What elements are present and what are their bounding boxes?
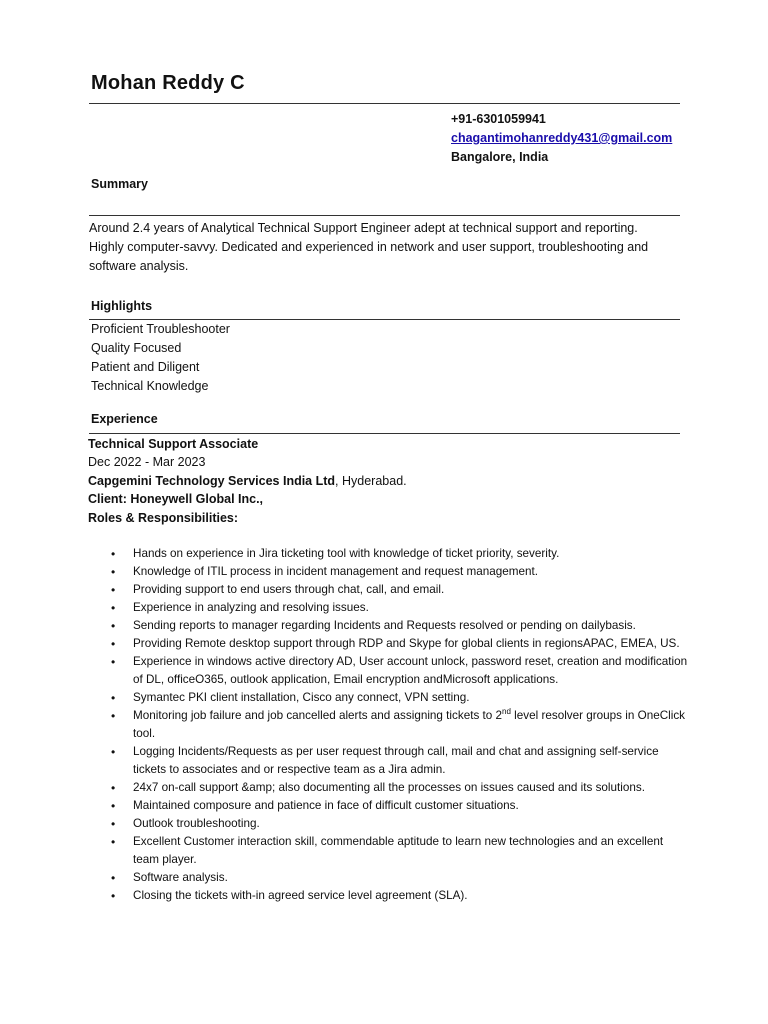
responsibility-text: Software analysis.	[133, 871, 228, 884]
experience-heading: Experience	[91, 412, 158, 426]
bullet-icon: •	[111, 835, 116, 849]
bullet-icon: •	[111, 799, 116, 813]
highlights-heading: Highlights	[91, 299, 153, 313]
responsibility-text: Excellent Customer interaction skill, commendable aptitude to learn new technologies and an excellent team player.	[133, 835, 664, 866]
job-company-line	[88, 472, 407, 490]
location: Bangalore, India	[451, 150, 549, 164]
responsibility-text: Experience in analyzing and resolving issues.	[133, 601, 369, 614]
responsibility-item	[111, 779, 691, 797]
highlight-item: Patient and Diligent	[91, 360, 200, 374]
highlight-item: Proficient Troubleshooter	[91, 322, 230, 336]
responsibility-item	[111, 689, 691, 707]
bullet-icon: •	[111, 889, 116, 903]
summary-text: Around 2.4 years of Analytical Technical Support Engineer adept at technical support and reporting. Highly computer-savvy. Dedicated and experienced in network and user support, troubleshooting and software analysis.	[89, 221, 649, 273]
job-entry	[88, 435, 407, 527]
summary-divider	[89, 215, 680, 216]
responsibility-text: Providing Remote desktop support through RDP and Skype for global clients in regionsAPAC, EMEA, US.	[133, 637, 680, 650]
phone-number: +91-6301059941	[451, 112, 546, 126]
responsibility-item	[111, 545, 691, 563]
bullet-icon: •	[111, 781, 116, 795]
responsibility-item	[111, 743, 691, 779]
responsibility-item	[111, 617, 691, 635]
responsibility-item	[111, 833, 691, 869]
bullet-icon: •	[111, 871, 116, 885]
responsibility-text: Hands on experience in Jira ticketing tool with knowledge of ticket priority, severity.	[133, 547, 560, 560]
bullet-icon: •	[111, 547, 116, 561]
responsibility-item	[111, 707, 691, 743]
responsibility-text: Logging Incidents/Requests as per user request through call, mail and chat and assigning self-service tickets to associates and or respective team as a Jira admin.	[133, 745, 659, 776]
bullet-icon: •	[111, 583, 116, 597]
responsibility-item	[111, 563, 691, 581]
responsibility-item	[111, 815, 691, 833]
bullet-icon: •	[111, 691, 116, 705]
bullet-icon: •	[111, 565, 116, 579]
responsibility-item	[111, 635, 691, 653]
header-divider	[89, 103, 680, 104]
job-company: Capgemini Technology Services India Ltd	[88, 473, 336, 488]
responsibility-text: Symantec PKI client installation, Cisco any connect, VPN setting.	[133, 691, 470, 704]
job-client: Client: Honeywell Global Inc.,	[88, 492, 264, 507]
candidate-name: Mohan Reddy C	[91, 72, 245, 94]
highlights-list	[91, 320, 230, 396]
experience-divider	[89, 433, 680, 434]
bullet-icon: •	[111, 745, 116, 759]
bullet-icon: •	[111, 655, 116, 669]
responsibility-text: Closing the tickets with-in agreed service level agreement (SLA).	[133, 889, 468, 902]
highlight-item: Quality Focused	[91, 341, 182, 355]
contact-block	[451, 110, 672, 167]
responsibility-text: Maintained composure and patience in face of difficult customer situations.	[133, 799, 519, 812]
job-dates: Dec 2022 - Mar 2023	[88, 455, 206, 470]
responsibility-text-before: Monitoring job failure and job cancelled alerts and assigning tickets to 2	[133, 709, 503, 722]
bullet-icon: •	[111, 817, 116, 831]
responsibility-item	[111, 869, 691, 887]
responsibility-item	[111, 599, 691, 617]
responsibility-text-after: level resolver groups in OneClick tool.	[133, 709, 686, 740]
email-link[interactable]: chagantimohanreddy431@gmail.com	[451, 131, 673, 145]
highlight-item: Technical Knowledge	[91, 379, 209, 393]
bullet-icon: •	[111, 619, 116, 633]
responsibility-item	[111, 653, 691, 689]
ordinal-suffix: nd	[502, 707, 511, 717]
responsibility-text: Experience in windows active directory AD, User account unlock, password reset, creation and modification of DL, officeO365, outlook application, Email encryption andMicrosoft applications.	[133, 655, 688, 686]
responsibility-item	[111, 797, 691, 815]
responsibility-text: Outlook troubleshooting.	[133, 817, 260, 830]
bullet-icon: •	[111, 601, 116, 615]
responsibilities-list	[111, 545, 691, 905]
responsibility-item	[111, 887, 691, 905]
responsibility-item	[111, 581, 691, 599]
job-location: , Hyderabad.	[335, 473, 407, 488]
bullet-icon: •	[111, 637, 116, 651]
responsibility-text: 24x7 on-call support &amp; also documenting all the processes on issues caused and its solutions.	[133, 781, 645, 794]
job-title: Technical Support Associate	[88, 437, 259, 451]
roles-heading: Roles & Responsibilities:	[88, 510, 239, 525]
responsibility-text: Knowledge of ITIL process in incident management and request management.	[133, 565, 538, 578]
responsibility-text: Providing support to end users through chat, call, and email.	[133, 583, 445, 596]
summary-heading: Summary	[91, 177, 148, 191]
bullet-icon: •	[111, 709, 116, 723]
responsibility-text: Sending reports to manager regarding Incidents and Requests resolved or pending on dailybasis.	[133, 619, 636, 632]
